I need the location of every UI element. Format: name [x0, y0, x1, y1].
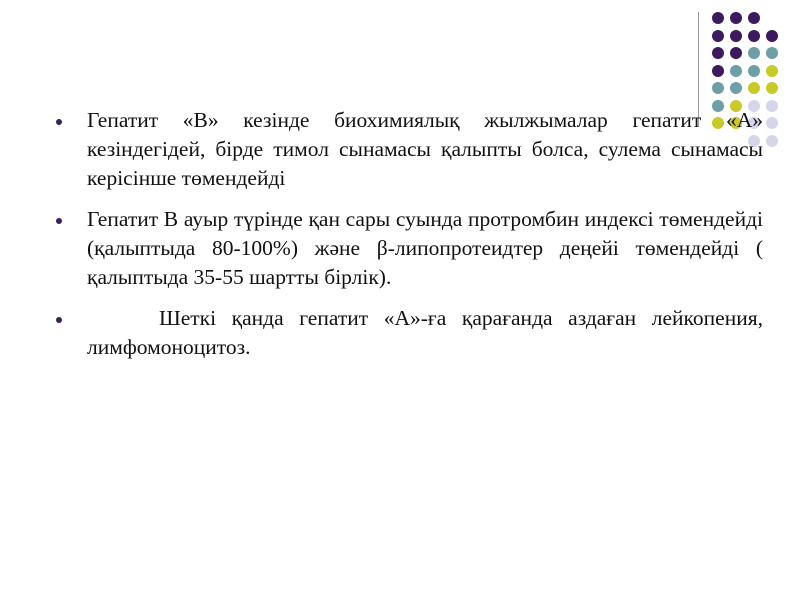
decorative-dot-icon	[748, 47, 760, 59]
bullet-text-3: Шеткі қанда гепатит «А»-ға қарағанда аздаған лейкопения, лимфомоноцитоз.	[87, 306, 763, 359]
decorative-dot-icon	[730, 12, 742, 24]
decorative-dot-icon	[712, 12, 724, 24]
decorative-dot-icon	[712, 65, 724, 77]
decorative-dot-icon	[766, 82, 778, 94]
decorative-dot-icon	[748, 82, 760, 94]
decorative-dot-icon	[712, 82, 724, 94]
bullet-list	[50, 106, 763, 362]
decorative-dot-icon	[748, 12, 760, 24]
bullet-text-1: Гепатит «В» кезінде биохимиялық жылжымалар гепатит «А» кезіндегідей, бірде тимол сынамасы қалыпты болса, сулема сынамасы керісінше төмендейді	[87, 108, 763, 190]
bullet-text-2: Гепатит В ауыр түрінде қан сары суында протромбин индексі төмендейді (қалыптыда 80-100%) және β-липопротеидтер деңейі төмендейді ( қалыптыда 35-55 шартты бірлік).	[87, 207, 763, 289]
decorative-dot-icon	[730, 65, 742, 77]
decorative-dot-icon	[730, 47, 742, 59]
bullet-dot-icon	[56, 119, 62, 125]
bullet-item-1	[50, 106, 763, 193]
decorative-dot-icon	[766, 135, 778, 147]
decorative-dot-icon	[766, 100, 778, 112]
decorative-dot-icon	[766, 117, 778, 129]
decorative-dot-icon	[748, 65, 760, 77]
decorative-dot-icon	[766, 65, 778, 77]
bullet-dot-icon	[56, 218, 62, 224]
bullet-dot-icon	[56, 317, 62, 323]
bullet-item-2	[50, 205, 763, 292]
decorative-dot-icon	[712, 47, 724, 59]
decorative-dot-icon	[712, 30, 724, 42]
bullet-item-3	[50, 304, 763, 362]
slide-content	[50, 106, 763, 374]
decorative-dot-icon	[730, 82, 742, 94]
decorative-dot-icon	[766, 47, 778, 59]
decorative-dot-icon	[766, 30, 778, 42]
decorative-dot-icon	[730, 30, 742, 42]
decorative-dot-icon	[748, 30, 760, 42]
